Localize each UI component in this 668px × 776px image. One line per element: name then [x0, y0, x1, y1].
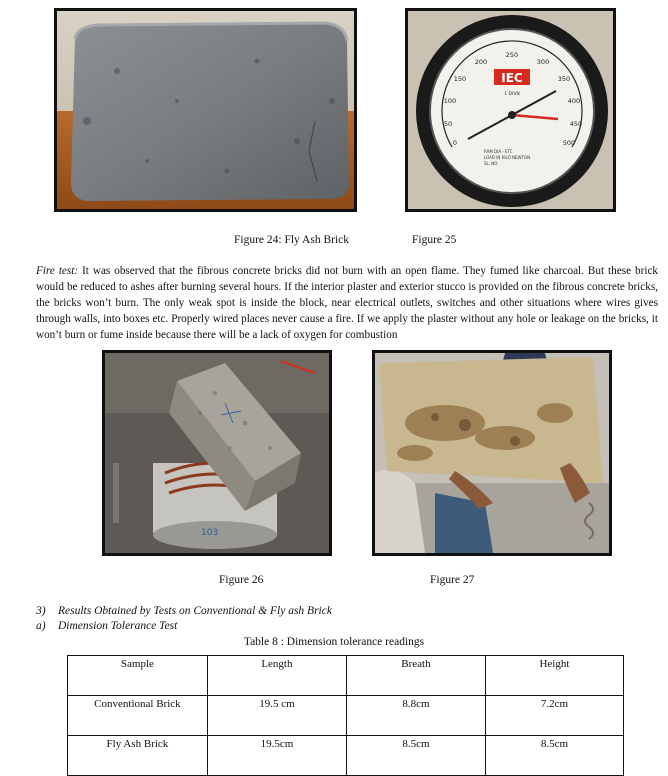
gauge-tick-label: 500 — [562, 139, 576, 147]
gauge-tick-label: 300 — [536, 58, 550, 66]
gauge-tick-label: 100 — [443, 97, 457, 105]
gauge-tick-label: 200 — [474, 58, 488, 66]
section-3-number: 3) — [36, 605, 46, 617]
gauge-tick-label: 150 — [453, 75, 467, 83]
fly-ash-brick-photo — [57, 11, 354, 209]
table-cell: 8.8cm — [347, 696, 486, 736]
table-cell: 8.5cm — [347, 736, 486, 776]
gauge-tick-label: 400 — [567, 97, 581, 105]
gauge-tick-label: 50 — [443, 120, 453, 128]
column-header: Length — [207, 656, 346, 696]
figure-24-image — [54, 8, 357, 212]
section-3-heading: Results Obtained by Tests on Conventional & Fly ash Brick — [58, 605, 332, 617]
table-cell: 19.5cm — [207, 736, 346, 776]
fire-test-lead: Fire test: — [36, 265, 79, 277]
gauge-tick-label: 0 — [452, 139, 458, 147]
subsection-a-number: a) — [36, 620, 46, 632]
fire-test-paragraph — [36, 263, 658, 343]
table-header-row — [68, 656, 624, 696]
coil-marking: 103 — [201, 528, 219, 538]
fire-test-body: It was observed that the fibrous concrete bricks did not burn with an open flame. They fumed like charcoal. But these brick would be reduced to ashes after burning several hours. If the interior plaster and exterior stucco is provided on the fibrous concrete bricks, the bricks won’t burn. The only weak spot is inside the block, near electrical outlets, switches and other situations where wires gives through walls, into boxes etc. Properly wired places never cause a fire. If we apply the plaster without any hole or leakage on the bricks, it won’t burn or fume inside because there will be a lack of oxygen for combustion — [36, 265, 659, 341]
gauge-tick-label: 350 — [557, 75, 571, 83]
table-cell: 19.5 cm — [207, 696, 346, 736]
figure-27-caption: Figure 27 — [430, 574, 475, 586]
gauge-unit-label: 1 DIVN — [504, 92, 520, 97]
figure-25-image — [405, 8, 616, 212]
table-cell: 7.2cm — [485, 696, 623, 736]
table-row — [68, 696, 624, 736]
figure-25-caption: Figure 25 — [412, 234, 457, 246]
gauge-label-line: SL. NO. — [484, 161, 499, 166]
figure-24-caption: Figure 24: Fly Ash Brick — [234, 234, 350, 246]
table-cell: Conventional Brick — [68, 696, 208, 736]
table-8-title: Table 8 : Dimension tolerance readings — [243, 636, 425, 648]
table-row — [68, 736, 624, 776]
burnt-brick-photo — [375, 353, 609, 553]
dimension-tolerance-table — [67, 655, 624, 776]
table-cell: 8.5cm — [485, 736, 623, 776]
column-header: Breath — [347, 656, 486, 696]
gauge-label-line: RAM DIA.- ETC — [484, 149, 513, 154]
subsection-a-heading: Dimension Tolerance Test — [58, 620, 178, 632]
gauge-tick-label: 450 — [569, 120, 583, 128]
figure-26-caption: Figure 26 — [219, 574, 264, 586]
brick-on-heater-photo — [105, 353, 329, 553]
table-cell: Fly Ash Brick — [68, 736, 208, 776]
figure-27-image — [372, 350, 612, 556]
gauge-brand-logo: IEC — [501, 71, 523, 85]
column-header: Sample — [68, 656, 208, 696]
gauge-hub — [508, 111, 516, 119]
column-header: Height — [485, 656, 623, 696]
load-gauge-photo — [408, 11, 613, 209]
figure-26-image — [102, 350, 332, 556]
gauge-label-line: LOAD IN KILO NEWTON — [484, 155, 531, 160]
gauge-tick-label: 250 — [505, 51, 519, 59]
